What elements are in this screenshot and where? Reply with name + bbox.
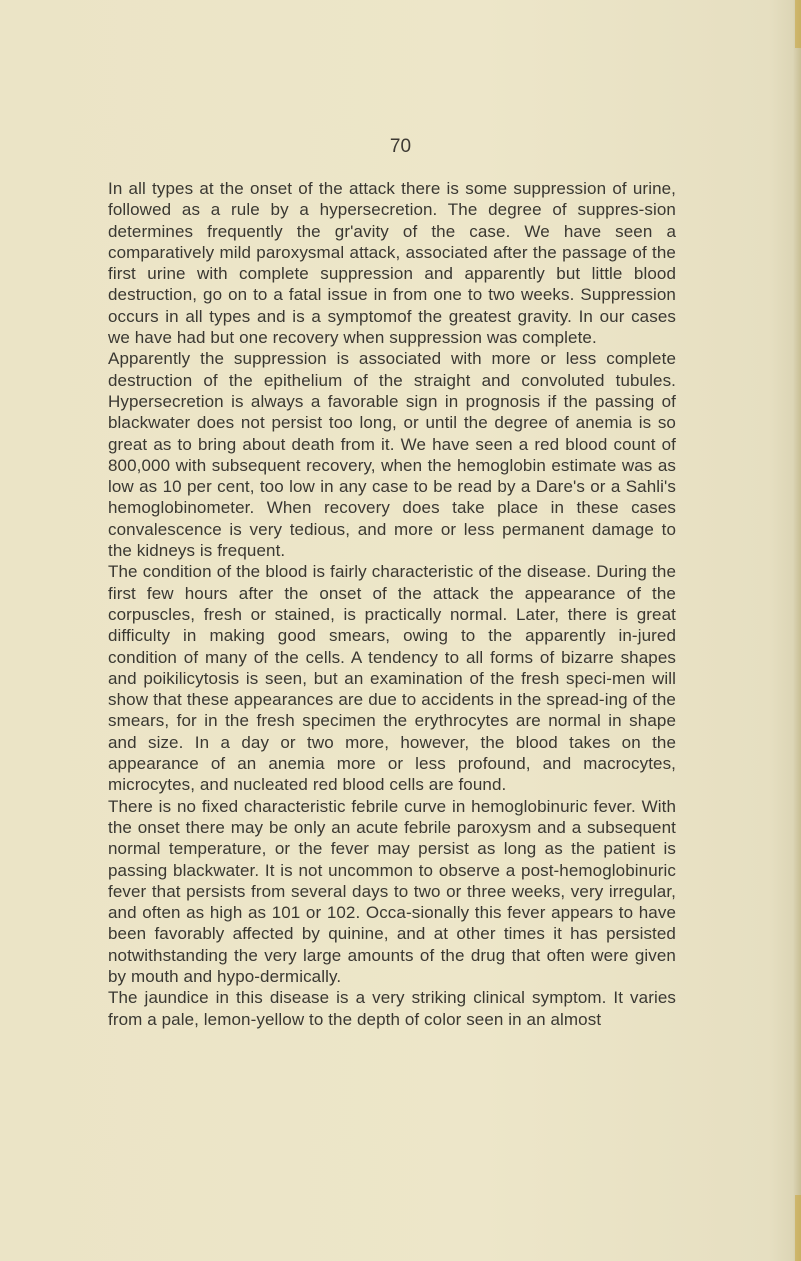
paragraph-blood-condition: The condition of the blood is fairly characteristic of the disease. During the first few hours after the onset of the attack the appearance of the corpuscles, fresh or stained, is practically normal. Later, there is great difficulty in making good smears, owing to the apparently in-jured condition of many of the cells. A tendency to all forms of bizarre shapes and poikilicytosis is seen, but an examination of the fresh speci-men will show that these appearances are due to accidents in the spread-ing of the smears, for in the fresh specimen the erythrocytes are normal in shape and size. In a day or two more, however, the blood takes on the appearance of an anemia more or less profound, and macrocytes, microcytes, and nucleated red blood cells are found. [108, 562, 676, 795]
page-edge-stain-bottom [795, 1195, 801, 1261]
page-number: 70 [389, 136, 412, 157]
page-edge-stain-top [795, 0, 801, 48]
paragraph-suppression: In all types at the onset of the attack there is some suppression of urine, followed as a rule by a hypersecretion. The degree of suppres-sion determines frequently the gr'avity of the case. We have seen a comparatively mild paroxysmal attack, associated after the passage of the first urine with complete suppression and apparently but little blood destruction, go on to a fatal issue in from one to two weeks. Suppression occurs in all types and is a symptomof the greatest gravity. In our cases we have had but one recovery when suppression was complete. [108, 179, 676, 348]
paragraph-tubules: Apparently the suppression is associated with more or less complete destruction of the epithelium of the straight and convoluted tubules. Hypersecretion is always a favorable sign in prognosis if the passing of blackwater does not persist too long, or until the degree of anemia is so great as to bring about death from it. We have seen a red blood count of 800,000 with subsequent recovery, when the hemoglobin estimate was as low as 10 per cent, too low in any case to be read by a Dare's or a Sahli's hemoglobinometer. When recovery does take place in these cases convalescence is very tedious, and more or less permanent damage to the kidneys is frequent. [108, 349, 676, 561]
paragraph-febrile-curve: There is no fixed characteristic febrile curve in hemoglobinuric fever. With the onset there may be only an acute febrile paroxysm and a subsequent normal temperature, or the fever may persist as long as the patient is passing blackwater. It is not uncommon to observe a post-hemoglobinuric fever that persists from several days to two or three weeks, very irregular, and often as high as 101 or 102. Occa-sionally this fever appears to have been favorably affected by quinine, and at other times it has persisted notwithstanding the very large amounts of the drug that often were given by mouth and hypo-dermically. [108, 796, 676, 986]
body-text [108, 178, 676, 1030]
paragraph-jaundice: The jaundice in this disease is a very striking clinical symptom. It varies from a pale, lemon-yellow to the depth of color seen in an almost [108, 988, 676, 1029]
page-edge-shadow [793, 0, 801, 1261]
